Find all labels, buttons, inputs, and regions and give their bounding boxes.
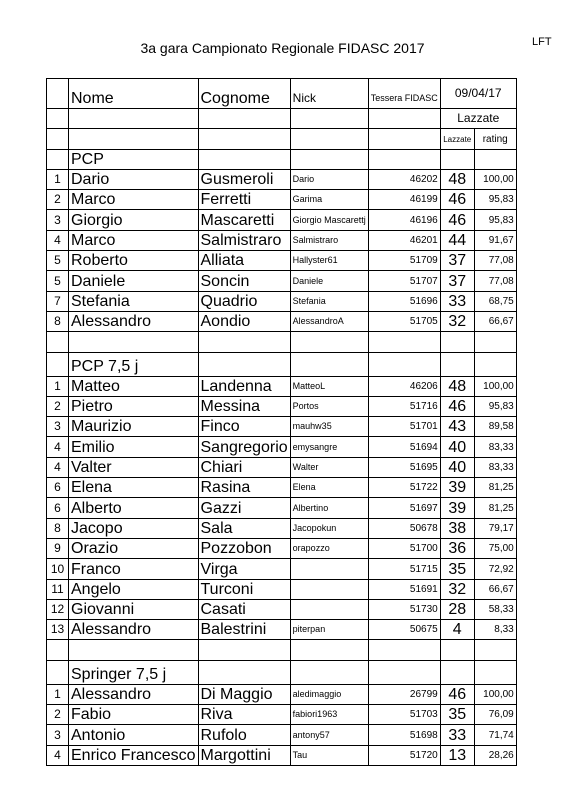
cell-tessera: 46199 bbox=[368, 190, 440, 210]
cell-tessera: 51691 bbox=[368, 579, 440, 599]
cell-position: 9 bbox=[47, 538, 69, 558]
cell-tessera: 51698 bbox=[368, 725, 440, 745]
cell-first-name: Giovanni bbox=[69, 599, 199, 619]
cell-nickname: Walter bbox=[290, 457, 368, 477]
cell-nickname: Garima bbox=[290, 190, 368, 210]
cell-rating: 77,08 bbox=[474, 251, 516, 271]
cell-surname: Landenna bbox=[198, 376, 290, 396]
cell-score: 35 bbox=[440, 705, 474, 725]
cell-nickname: Portos bbox=[290, 396, 368, 416]
cell-tessera: 51700 bbox=[368, 538, 440, 558]
cell-tessera: 46196 bbox=[368, 210, 440, 230]
cell-tessera: 46202 bbox=[368, 169, 440, 189]
cell-rating: 8,33 bbox=[474, 620, 516, 640]
subheader-row bbox=[47, 129, 517, 149]
cell-first-name: Giorgio bbox=[69, 210, 199, 230]
cell-position: 1 bbox=[47, 684, 69, 704]
table-row bbox=[47, 251, 517, 271]
table-row bbox=[47, 210, 517, 230]
cell-position: 3 bbox=[47, 417, 69, 437]
cell-score: 40 bbox=[440, 457, 474, 477]
cell-score: 48 bbox=[440, 376, 474, 396]
cell-surname: Rufolo bbox=[198, 725, 290, 745]
cell-position: 5 bbox=[47, 251, 69, 271]
cell-surname: Soncin bbox=[198, 271, 290, 291]
cell-surname: Messina bbox=[198, 396, 290, 416]
cell-score: 46 bbox=[440, 190, 474, 210]
page-title: 3a gara Campionato Regionale FIDASC 2017 bbox=[140, 40, 425, 56]
cell-rating: 100,00 bbox=[474, 169, 516, 189]
cell-position: 7 bbox=[47, 291, 69, 311]
cell-tessera: 51720 bbox=[368, 745, 440, 765]
cell-surname: Sangregorio bbox=[198, 437, 290, 457]
cell-tessera: 51701 bbox=[368, 417, 440, 437]
cell-position: 13 bbox=[47, 620, 69, 640]
cell-rating: 95,83 bbox=[474, 190, 516, 210]
table-row bbox=[47, 376, 517, 396]
cell-score: 35 bbox=[440, 559, 474, 579]
cell-first-name: Matteo bbox=[69, 376, 199, 396]
cell-position: 4 bbox=[47, 230, 69, 250]
cell-surname: Pozzobon bbox=[198, 538, 290, 558]
cell-nickname: orapozzo bbox=[290, 538, 368, 558]
cell-first-name: Jacopo bbox=[69, 518, 199, 538]
cell-nickname: Tau bbox=[290, 745, 368, 765]
cell-rating: 28,26 bbox=[474, 745, 516, 765]
cell-surname: Mascaretti bbox=[198, 210, 290, 230]
cell-rating: 76,09 bbox=[474, 705, 516, 725]
cell-rating: 66,67 bbox=[474, 311, 516, 331]
cell-first-name: Enrico Francesco bbox=[69, 745, 199, 765]
section-title: PCP bbox=[69, 149, 199, 169]
cell-first-name: Emilio bbox=[69, 437, 199, 457]
location-row bbox=[47, 109, 517, 129]
cell-tessera: 26799 bbox=[368, 684, 440, 704]
cell-surname: Sala bbox=[198, 518, 290, 538]
cell-rating: 58,33 bbox=[474, 599, 516, 619]
cell-rating: 83,33 bbox=[474, 437, 516, 457]
cell-rating: 77,08 bbox=[474, 271, 516, 291]
table-row bbox=[47, 684, 517, 704]
cell-tessera: 51697 bbox=[368, 498, 440, 518]
cell-surname: Salmistraro bbox=[198, 230, 290, 250]
cell-score: 39 bbox=[440, 498, 474, 518]
cell-position: 3 bbox=[47, 210, 69, 230]
cell-rating: 71,74 bbox=[474, 725, 516, 745]
blank-row bbox=[47, 640, 517, 660]
table-row bbox=[47, 311, 517, 331]
cell-position: 3 bbox=[47, 725, 69, 745]
cell-nickname: emysangre bbox=[290, 437, 368, 457]
col-score: Lazzate bbox=[440, 129, 474, 149]
cell-nickname: piterpan bbox=[290, 620, 368, 640]
cell-score: 37 bbox=[440, 271, 474, 291]
table-row bbox=[47, 457, 517, 477]
section-title: PCP 7,5 j bbox=[69, 352, 199, 376]
cell-nickname bbox=[290, 599, 368, 619]
cell-surname: Di Maggio bbox=[198, 684, 290, 704]
cell-nickname: Elena bbox=[290, 478, 368, 498]
cell-score: 36 bbox=[440, 538, 474, 558]
table-row bbox=[47, 725, 517, 745]
table-row bbox=[47, 705, 517, 725]
cell-score: 46 bbox=[440, 210, 474, 230]
cell-score: 43 bbox=[440, 417, 474, 437]
section-row bbox=[47, 352, 517, 376]
cell-surname: Gusmeroli bbox=[198, 169, 290, 189]
cell-position: 10 bbox=[47, 559, 69, 579]
cell-tessera: 51696 bbox=[368, 291, 440, 311]
cell-surname: Balestrini bbox=[198, 620, 290, 640]
cell-nickname: Jacopokun bbox=[290, 518, 368, 538]
col-location: Lazzate bbox=[440, 109, 516, 129]
cell-first-name: Alessandro bbox=[69, 684, 199, 704]
cell-surname: Casati bbox=[198, 599, 290, 619]
cell-position: 4 bbox=[47, 745, 69, 765]
table-row bbox=[47, 745, 517, 765]
cell-first-name: Roberto bbox=[69, 251, 199, 271]
cell-position: 2 bbox=[47, 705, 69, 725]
col-nick: Nick bbox=[290, 79, 368, 109]
cell-score: 4 bbox=[440, 620, 474, 640]
cell-surname: Turconi bbox=[198, 579, 290, 599]
cell-score: 44 bbox=[440, 230, 474, 250]
table-row bbox=[47, 599, 517, 619]
cell-first-name: Daniele bbox=[69, 271, 199, 291]
cell-nickname bbox=[290, 559, 368, 579]
cell-first-name: Elena bbox=[69, 478, 199, 498]
cell-first-name: Pietro bbox=[69, 396, 199, 416]
cell-first-name: Maurizio bbox=[69, 417, 199, 437]
cell-surname: Finco bbox=[198, 417, 290, 437]
cell-nickname: AlessandroA bbox=[290, 311, 368, 331]
cell-nickname: Albertino bbox=[290, 498, 368, 518]
cell-tessera: 51703 bbox=[368, 705, 440, 725]
section-title: Springer 7,5 j bbox=[69, 660, 199, 684]
table-row bbox=[47, 620, 517, 640]
cell-rating: 95,83 bbox=[474, 396, 516, 416]
results-table bbox=[46, 78, 517, 766]
col-cognome: Cognome bbox=[198, 79, 290, 109]
cell-first-name: Franco bbox=[69, 559, 199, 579]
cell-first-name: Marco bbox=[69, 190, 199, 210]
blank-row bbox=[47, 332, 517, 352]
table-row bbox=[47, 190, 517, 210]
table-row bbox=[47, 396, 517, 416]
cell-score: 28 bbox=[440, 599, 474, 619]
table-row bbox=[47, 478, 517, 498]
section-row bbox=[47, 149, 517, 169]
cell-position: 6 bbox=[47, 478, 69, 498]
col-date: 09/04/17 bbox=[440, 79, 516, 109]
cell-first-name: Alessandro bbox=[69, 311, 199, 331]
cell-position: 5 bbox=[47, 271, 69, 291]
cell-tessera: 46206 bbox=[368, 376, 440, 396]
cell-tessera: 51709 bbox=[368, 251, 440, 271]
cell-score: 37 bbox=[440, 251, 474, 271]
table-row bbox=[47, 417, 517, 437]
cell-surname: Gazzi bbox=[198, 498, 290, 518]
cell-surname: Ferretti bbox=[198, 190, 290, 210]
cell-score: 32 bbox=[440, 311, 474, 331]
cell-first-name: Stefania bbox=[69, 291, 199, 311]
table-row bbox=[47, 169, 517, 189]
cell-surname: Aondio bbox=[198, 311, 290, 331]
cell-tessera: 51716 bbox=[368, 396, 440, 416]
cell-nickname: Salmistraro bbox=[290, 230, 368, 250]
cell-rating: 100,00 bbox=[474, 684, 516, 704]
cell-rating: 81,25 bbox=[474, 478, 516, 498]
cell-position: 2 bbox=[47, 190, 69, 210]
cell-rating: 91,67 bbox=[474, 230, 516, 250]
col-tessera: Tessera FIDASC bbox=[368, 79, 440, 109]
header-row bbox=[47, 79, 517, 109]
cell-first-name: Antonio bbox=[69, 725, 199, 745]
cell-position: 12 bbox=[47, 599, 69, 619]
cell-nickname: aledimaggio bbox=[290, 684, 368, 704]
cell-nickname: antony57 bbox=[290, 725, 368, 745]
cell-surname: Virga bbox=[198, 559, 290, 579]
cell-tessera: 51715 bbox=[368, 559, 440, 579]
cell-nickname: Daniele bbox=[290, 271, 368, 291]
cell-tessera: 51722 bbox=[368, 478, 440, 498]
cell-tessera: 50675 bbox=[368, 620, 440, 640]
cell-surname: Margottini bbox=[198, 745, 290, 765]
cell-tessera: 50678 bbox=[368, 518, 440, 538]
cell-rating: 95,83 bbox=[474, 210, 516, 230]
cell-position: 1 bbox=[47, 169, 69, 189]
cell-score: 33 bbox=[440, 291, 474, 311]
cell-first-name: Angelo bbox=[69, 579, 199, 599]
cell-tessera: 51694 bbox=[368, 437, 440, 457]
cell-tessera: 51705 bbox=[368, 311, 440, 331]
cell-nickname: Giorgio Mascarettj bbox=[290, 210, 368, 230]
cell-nickname: Stefania bbox=[290, 291, 368, 311]
cell-rating: 79,17 bbox=[474, 518, 516, 538]
cell-nickname: fabiori1963 bbox=[290, 705, 368, 725]
cell-first-name: Orazio bbox=[69, 538, 199, 558]
col-rating: rating bbox=[474, 129, 516, 149]
cell-score: 46 bbox=[440, 396, 474, 416]
section-row bbox=[47, 660, 517, 684]
cell-score: 38 bbox=[440, 518, 474, 538]
table-row bbox=[47, 291, 517, 311]
cell-tessera: 51730 bbox=[368, 599, 440, 619]
cell-rating: 72,92 bbox=[474, 559, 516, 579]
table-row bbox=[47, 437, 517, 457]
cell-rating: 89,58 bbox=[474, 417, 516, 437]
cell-rating: 81,25 bbox=[474, 498, 516, 518]
cell-nickname: Hallyster61 bbox=[290, 251, 368, 271]
cell-first-name: Valter bbox=[69, 457, 199, 477]
cell-first-name: Alberto bbox=[69, 498, 199, 518]
cell-rating: 83,33 bbox=[474, 457, 516, 477]
cell-score: 48 bbox=[440, 169, 474, 189]
cell-rating: 66,67 bbox=[474, 579, 516, 599]
cell-nickname bbox=[290, 579, 368, 599]
cell-position: 2 bbox=[47, 396, 69, 416]
cell-tessera: 51695 bbox=[368, 457, 440, 477]
cell-score: 13 bbox=[440, 745, 474, 765]
cell-position: 4 bbox=[47, 457, 69, 477]
cell-tessera: 46201 bbox=[368, 230, 440, 250]
cell-surname: Riva bbox=[198, 705, 290, 725]
cell-position: 11 bbox=[47, 579, 69, 599]
cell-first-name: Marco bbox=[69, 230, 199, 250]
cell-score: 32 bbox=[440, 579, 474, 599]
cell-nickname: MatteoL bbox=[290, 376, 368, 396]
table-row bbox=[47, 271, 517, 291]
table-row bbox=[47, 579, 517, 599]
cell-nickname: Dario bbox=[290, 169, 368, 189]
cell-rating: 100,00 bbox=[474, 376, 516, 396]
cell-rating: 68,75 bbox=[474, 291, 516, 311]
cell-nickname: mauhw35 bbox=[290, 417, 368, 437]
cell-score: 46 bbox=[440, 684, 474, 704]
cell-score: 39 bbox=[440, 478, 474, 498]
cell-surname: Rasina bbox=[198, 478, 290, 498]
cell-position: 4 bbox=[47, 437, 69, 457]
cell-tessera: 51707 bbox=[368, 271, 440, 291]
cell-surname: Chiari bbox=[198, 457, 290, 477]
cell-score: 33 bbox=[440, 725, 474, 745]
table-row bbox=[47, 518, 517, 538]
cell-position: 8 bbox=[47, 518, 69, 538]
cell-first-name: Fabio bbox=[69, 705, 199, 725]
cell-rating: 75,00 bbox=[474, 538, 516, 558]
cell-position: 1 bbox=[47, 376, 69, 396]
table-row bbox=[47, 559, 517, 579]
table-row bbox=[47, 538, 517, 558]
cell-score: 40 bbox=[440, 437, 474, 457]
cell-surname: Quadrio bbox=[198, 291, 290, 311]
cell-position: 6 bbox=[47, 498, 69, 518]
cell-surname: Alliata bbox=[198, 251, 290, 271]
cell-first-name: Alessandro bbox=[69, 620, 199, 640]
table-row bbox=[47, 230, 517, 250]
corner-label: LFT bbox=[532, 36, 552, 48]
cell-position: 8 bbox=[47, 311, 69, 331]
cell-first-name: Dario bbox=[69, 169, 199, 189]
col-nome: Nome bbox=[69, 79, 199, 109]
table-row bbox=[47, 498, 517, 518]
